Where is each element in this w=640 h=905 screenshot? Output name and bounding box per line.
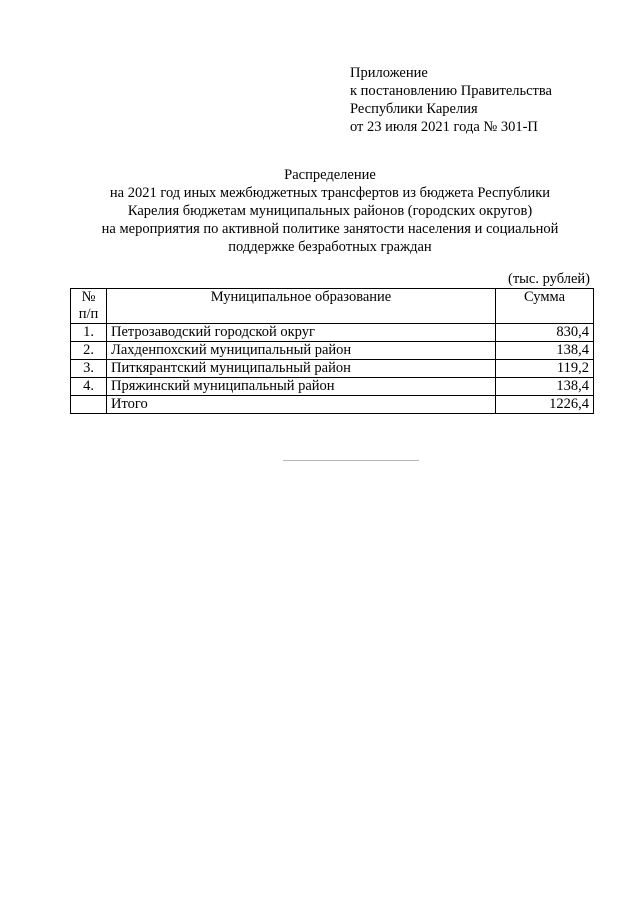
row-sum: 138,4 xyxy=(496,342,594,360)
appendix-line: Республики Карелия xyxy=(350,101,478,117)
row-name: Петрозаводский городской округ xyxy=(107,324,496,342)
header-num-line2: п/п xyxy=(78,306,99,322)
distribution-table xyxy=(70,288,594,414)
appendix-block xyxy=(350,64,552,136)
appendix-line: от 23 июля 2021 года № 301-П xyxy=(350,119,538,135)
row-name: Пряжинский муниципальный район xyxy=(107,378,496,396)
row-sum: 119,2 xyxy=(496,360,594,378)
row-sum: 830,4 xyxy=(496,324,594,342)
total-sum: 1226,4 xyxy=(496,396,594,414)
table-row xyxy=(71,378,594,396)
end-divider-line xyxy=(283,460,419,461)
title-line: на 2021 год иных межбюджетных трансфертов из бюджета Республики xyxy=(109,185,551,201)
total-label: Итого xyxy=(107,396,496,414)
table-row xyxy=(71,360,594,378)
title-line: поддержке безработных граждан xyxy=(228,239,432,255)
appendix-line: к постановлению Правительства xyxy=(350,83,552,99)
row-num: 1. xyxy=(71,324,107,342)
document-title xyxy=(40,166,620,256)
row-num: 2. xyxy=(71,342,107,360)
title-line: Карелия бюджетам муниципальных районов (городских округов) xyxy=(127,203,533,219)
header-num-line1: № xyxy=(81,289,96,305)
row-name: Питкярантский муниципальный район xyxy=(107,360,496,378)
header-name: Муниципальное образование xyxy=(107,289,496,324)
table-total-row xyxy=(71,396,594,414)
title-line: Распределение xyxy=(284,167,376,183)
row-sum: 138,4 xyxy=(496,378,594,396)
table-row xyxy=(71,324,594,342)
units-note: (тыс. рублей) xyxy=(508,271,590,287)
total-num xyxy=(71,396,107,414)
row-num: 3. xyxy=(71,360,107,378)
title-line: на мероприятия по активной политике занятости населения и социальной xyxy=(101,221,559,237)
appendix-line: Приложение xyxy=(350,65,428,81)
header-sum: Сумма xyxy=(496,289,594,324)
row-num: 4. xyxy=(71,378,107,396)
row-name: Лахденпохский муниципальный район xyxy=(107,342,496,360)
table-row xyxy=(71,342,594,360)
header-num xyxy=(71,289,107,324)
table-header-row xyxy=(71,289,594,324)
